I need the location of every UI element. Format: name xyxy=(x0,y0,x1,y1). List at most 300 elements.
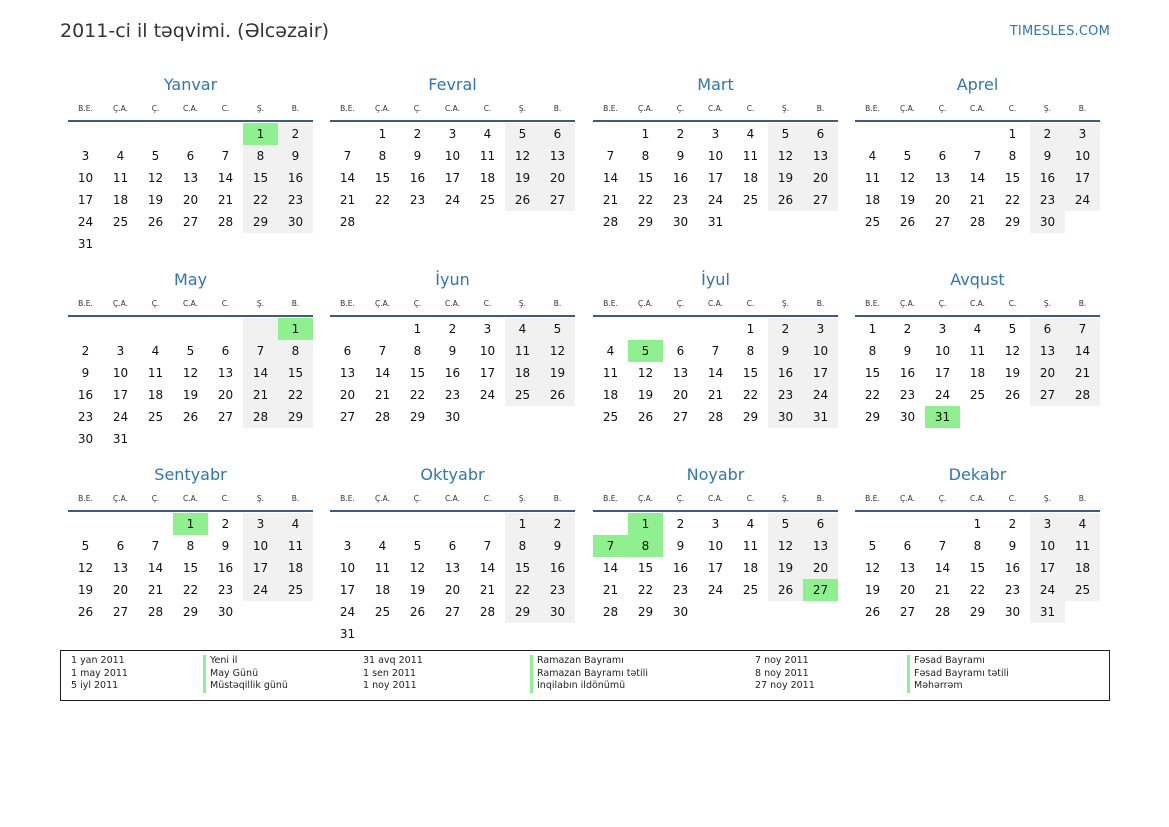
day-cell: 2 xyxy=(221,517,230,531)
empty-day-cell xyxy=(365,318,400,340)
legend-holiday-name: Fəsad Bayramı xyxy=(907,655,985,668)
day-cell: 16 xyxy=(278,167,313,189)
day-cell: 28 xyxy=(217,215,234,229)
weekday-label: Ş. xyxy=(518,494,527,503)
legend-holiday-name: Yeni il xyxy=(203,655,237,668)
day-cell: 8 xyxy=(746,344,755,358)
weekday-label: B. xyxy=(553,494,562,503)
weekday-label: B.E. xyxy=(603,494,618,503)
day-cell: 11 xyxy=(479,149,496,163)
holiday-day-cell: 8 xyxy=(628,535,663,557)
day-cell: 20 xyxy=(899,583,916,597)
day-cell: 28 xyxy=(243,406,278,428)
empty-day-cell xyxy=(593,123,628,145)
day-cell: 30 xyxy=(672,605,689,619)
weekday-label: B. xyxy=(1078,494,1087,503)
day-grid xyxy=(330,122,575,233)
empty-day-cell xyxy=(593,513,628,535)
weekday-label: C.A. xyxy=(969,299,985,308)
day-cell: 23 xyxy=(409,193,426,207)
day-cell: 22 xyxy=(278,384,313,406)
empty-day-cell xyxy=(68,318,103,340)
month-name: Aprel xyxy=(956,75,999,94)
day-cell: 5 xyxy=(540,318,575,340)
day-cell: 13 xyxy=(217,366,234,380)
day-cell: 20 xyxy=(803,167,838,189)
day-grid xyxy=(855,512,1100,623)
month-calendar xyxy=(330,267,575,428)
day-cell: 23 xyxy=(77,410,94,424)
day-cell: 28 xyxy=(969,215,986,229)
day-cell: 16 xyxy=(899,366,916,380)
month-name: Mart xyxy=(697,75,734,94)
day-cell: 29 xyxy=(864,410,881,424)
day-cell: 30 xyxy=(77,432,94,446)
legend-holiday-name: Fəsad Bayramı tətili xyxy=(907,668,1009,681)
day-cell: 18 xyxy=(602,388,619,402)
day-cell: 24 xyxy=(243,579,278,601)
day-cell: 28 xyxy=(147,605,164,619)
day-cell: 22 xyxy=(409,388,426,402)
day-cell: 23 xyxy=(768,384,803,406)
legend-date: 5 iyl 2011 xyxy=(71,680,119,691)
month-calendar xyxy=(855,267,1100,428)
day-cell: 18 xyxy=(479,171,496,185)
day-cell: 1 xyxy=(973,517,982,531)
day-cell: 4 xyxy=(746,517,755,531)
day-cell: 31 xyxy=(1030,601,1065,623)
day-cell: 10 xyxy=(707,149,724,163)
weekday-header xyxy=(330,488,575,510)
day-cell: 23 xyxy=(540,579,575,601)
day-cell: 12 xyxy=(768,535,803,557)
legend-date: 27 noy 2011 xyxy=(755,680,815,691)
day-cell: 3 xyxy=(343,539,352,553)
day-cell: 27 xyxy=(112,605,129,619)
day-cell: 25 xyxy=(602,410,619,424)
weekday-label: Ş. xyxy=(518,299,527,308)
day-cell: 1 xyxy=(746,322,755,336)
day-grid xyxy=(593,317,838,428)
weekday-label: Ç.A. xyxy=(374,494,390,503)
day-cell: 7 xyxy=(243,340,278,362)
day-cell: 6 xyxy=(1030,318,1065,340)
day-cell: 22 xyxy=(182,583,199,597)
day-cell: 4 xyxy=(116,149,125,163)
weekday-label: C. xyxy=(483,299,492,308)
month-name: Dekabr xyxy=(948,465,1007,484)
month-name: Avqust xyxy=(950,270,1005,289)
day-cell: 17 xyxy=(112,388,129,402)
brand-link[interactable]: TIMESLES.COM xyxy=(1009,24,1110,39)
day-cell: 22 xyxy=(742,388,759,402)
day-cell: 3 xyxy=(1065,123,1100,145)
day-grid xyxy=(330,317,575,428)
day-cell: 9 xyxy=(81,366,90,380)
day-cell: 21 xyxy=(147,583,164,597)
day-cell: 2 xyxy=(1008,517,1017,531)
day-cell: 15 xyxy=(637,171,654,185)
day-cell: 4 xyxy=(1065,513,1100,535)
day-cell: 5 xyxy=(186,344,195,358)
day-cell: 9 xyxy=(278,145,313,167)
day-cell: 21 xyxy=(339,193,356,207)
day-cell: 27 xyxy=(339,410,356,424)
day-cell: 15 xyxy=(182,561,199,575)
empty-day-cell xyxy=(103,123,138,145)
day-cell: 25 xyxy=(147,410,164,424)
weekday-label: C. xyxy=(1008,104,1017,113)
day-cell: 24 xyxy=(934,388,951,402)
weekday-label: C.A. xyxy=(182,494,198,503)
weekday-header xyxy=(68,488,313,510)
weekday-header xyxy=(330,293,575,315)
day-cell: 12 xyxy=(77,561,94,575)
weekday-label: Ç.A. xyxy=(374,299,390,308)
day-cell: 18 xyxy=(742,561,759,575)
day-cell: 5 xyxy=(768,123,803,145)
day-cell: 27 xyxy=(182,215,199,229)
empty-day-cell xyxy=(173,318,208,340)
day-cell: 14 xyxy=(147,561,164,575)
day-cell: 5 xyxy=(903,149,912,163)
holiday-day-cell: 1 xyxy=(243,123,278,145)
day-cell: 2 xyxy=(903,322,912,336)
day-cell: 26 xyxy=(1004,388,1021,402)
holiday-day-cell: 1 xyxy=(628,513,663,535)
day-cell: 26 xyxy=(864,605,881,619)
day-cell: 7 xyxy=(1065,318,1100,340)
day-cell: 26 xyxy=(540,384,575,406)
month-calendar xyxy=(593,72,838,233)
weekday-header xyxy=(68,293,313,315)
weekday-label: C. xyxy=(746,299,755,308)
day-cell: 12 xyxy=(505,145,540,167)
day-cell: 10 xyxy=(444,149,461,163)
day-cell: 8 xyxy=(1008,149,1017,163)
day-cell: 15 xyxy=(374,171,391,185)
day-cell: 29 xyxy=(182,605,199,619)
day-grid xyxy=(855,317,1100,428)
weekday-header xyxy=(855,488,1100,510)
day-cell: 7 xyxy=(483,539,492,553)
weekday-label: Ş. xyxy=(256,494,265,503)
day-cell: 24 xyxy=(707,583,724,597)
day-cell: 5 xyxy=(1008,322,1017,336)
empty-day-cell xyxy=(628,318,663,340)
day-cell: 24 xyxy=(707,193,724,207)
weekday-label: Ş. xyxy=(781,299,790,308)
day-cell: 8 xyxy=(868,344,877,358)
day-cell: 4 xyxy=(378,539,387,553)
weekday-label: C.A. xyxy=(444,104,460,113)
day-cell: 22 xyxy=(1004,193,1021,207)
day-cell: 31 xyxy=(112,432,129,446)
day-cell: 14 xyxy=(243,362,278,384)
day-cell: 10 xyxy=(243,535,278,557)
day-cell: 23 xyxy=(444,388,461,402)
holiday-legend xyxy=(60,650,1110,701)
day-cell: 3 xyxy=(938,322,947,336)
day-cell: 20 xyxy=(217,388,234,402)
weekday-label: Ş. xyxy=(256,299,265,308)
day-cell: 7 xyxy=(151,539,160,553)
day-cell: 11 xyxy=(147,366,164,380)
day-cell: 11 xyxy=(112,171,129,185)
weekday-label: Ç. xyxy=(676,299,685,308)
empty-day-cell xyxy=(330,123,365,145)
month-calendar xyxy=(855,462,1100,623)
day-cell: 5 xyxy=(868,539,877,553)
weekday-label: B. xyxy=(291,104,300,113)
day-cell: 26 xyxy=(768,579,803,601)
day-cell: 15 xyxy=(637,561,654,575)
day-cell: 2 xyxy=(676,517,685,531)
day-cell: 9 xyxy=(768,340,803,362)
day-cell: 16 xyxy=(540,557,575,579)
day-cell: 11 xyxy=(864,171,881,185)
day-cell: 9 xyxy=(1008,539,1017,553)
day-cell: 29 xyxy=(278,406,313,428)
day-cell: 5 xyxy=(81,539,90,553)
day-cell: 13 xyxy=(339,366,356,380)
day-cell: 18 xyxy=(1065,557,1100,579)
day-cell: 29 xyxy=(409,410,426,424)
day-cell: 22 xyxy=(969,583,986,597)
day-cell: 18 xyxy=(742,171,759,185)
day-cell: 15 xyxy=(409,366,426,380)
day-cell: 10 xyxy=(1065,145,1100,167)
day-cell: 8 xyxy=(973,539,982,553)
day-cell: 3 xyxy=(483,322,492,336)
empty-day-cell xyxy=(208,318,243,340)
weekday-label: B. xyxy=(291,494,300,503)
weekday-label: Ç.A. xyxy=(112,104,128,113)
day-cell: 1 xyxy=(868,322,877,336)
day-cell: 11 xyxy=(602,366,619,380)
day-cell: 22 xyxy=(505,579,540,601)
day-cell: 9 xyxy=(1030,145,1065,167)
day-cell: 12 xyxy=(147,171,164,185)
weekday-header xyxy=(593,293,838,315)
holiday-day-cell: 31 xyxy=(925,406,960,428)
day-cell: 15 xyxy=(505,557,540,579)
day-cell: 24 xyxy=(1065,189,1100,211)
day-cell: 4 xyxy=(483,127,492,141)
weekday-label: Ç. xyxy=(676,104,685,113)
day-cell: 26 xyxy=(182,410,199,424)
empty-day-cell xyxy=(173,123,208,145)
day-cell: 15 xyxy=(864,366,881,380)
legend-holiday-name: İnqilabın ildönümü xyxy=(530,680,625,693)
day-cell: 18 xyxy=(374,583,391,597)
holiday-day-cell: 27 xyxy=(803,579,838,601)
day-cell: 9 xyxy=(676,539,685,553)
day-cell: 17 xyxy=(479,366,496,380)
day-cell: 23 xyxy=(899,388,916,402)
weekday-label: Ç. xyxy=(151,104,160,113)
weekday-label: C. xyxy=(483,494,492,503)
day-cell: 7 xyxy=(221,149,230,163)
day-cell: 2 xyxy=(540,513,575,535)
legend-holiday-name: Ramazan Bayramı tətili xyxy=(530,668,648,681)
weekday-label: B.E. xyxy=(340,299,355,308)
weekday-label: B.E. xyxy=(78,299,93,308)
day-cell: 12 xyxy=(768,145,803,167)
day-cell: 6 xyxy=(186,149,195,163)
empty-day-cell xyxy=(68,123,103,145)
day-cell: 26 xyxy=(637,410,654,424)
day-cell: 25 xyxy=(374,605,391,619)
day-cell: 19 xyxy=(768,167,803,189)
day-cell: 18 xyxy=(864,193,881,207)
weekday-label: C. xyxy=(221,494,230,503)
day-cell: 14 xyxy=(217,171,234,185)
day-cell: 19 xyxy=(182,388,199,402)
day-cell: 11 xyxy=(505,340,540,362)
weekday-header xyxy=(855,293,1100,315)
weekday-label: Ş. xyxy=(1043,494,1052,503)
day-cell: 25 xyxy=(505,384,540,406)
weekday-label: Ç.A. xyxy=(637,299,653,308)
day-cell: 31 xyxy=(803,406,838,428)
day-cell: 29 xyxy=(505,601,540,623)
day-cell: 6 xyxy=(803,513,838,535)
day-cell: 21 xyxy=(602,193,619,207)
day-cell: 7 xyxy=(711,344,720,358)
day-cell: 3 xyxy=(81,149,90,163)
weekday-label: Ş. xyxy=(781,494,790,503)
day-cell: 15 xyxy=(742,366,759,380)
day-cell: 25 xyxy=(742,583,759,597)
legend-date: 8 noy 2011 xyxy=(755,667,809,679)
day-cell: 30 xyxy=(540,601,575,623)
day-cell: 17 xyxy=(707,171,724,185)
weekday-label: C. xyxy=(1008,494,1017,503)
day-cell: 1 xyxy=(378,127,387,141)
month-name: May xyxy=(173,270,208,289)
day-cell: 20 xyxy=(444,583,461,597)
day-cell: 3 xyxy=(116,344,125,358)
day-cell: 16 xyxy=(672,561,689,575)
day-cell: 1 xyxy=(413,322,422,336)
day-cell: 28 xyxy=(1065,384,1100,406)
weekday-label: C.A. xyxy=(707,104,723,113)
day-cell: 21 xyxy=(479,583,496,597)
day-cell: 5 xyxy=(768,513,803,535)
day-cell: 26 xyxy=(77,605,94,619)
day-cell: 21 xyxy=(243,384,278,406)
day-cell: 25 xyxy=(278,579,313,601)
day-grid xyxy=(330,512,575,645)
day-cell: 7 xyxy=(938,539,947,553)
day-cell: 2 xyxy=(413,127,422,141)
empty-day-cell xyxy=(435,513,470,535)
day-cell: 3 xyxy=(803,318,838,340)
day-cell: 2 xyxy=(81,344,90,358)
day-cell: 24 xyxy=(444,193,461,207)
day-cell: 4 xyxy=(973,322,982,336)
day-cell: 19 xyxy=(637,388,654,402)
empty-day-cell xyxy=(925,513,960,535)
day-cell: 25 xyxy=(864,215,881,229)
weekday-label: B. xyxy=(1078,104,1087,113)
day-cell: 10 xyxy=(1030,535,1065,557)
empty-day-cell xyxy=(593,318,628,340)
weekday-label: Ç.A. xyxy=(637,104,653,113)
day-cell: 15 xyxy=(243,167,278,189)
day-cell: 27 xyxy=(672,410,689,424)
day-grid xyxy=(68,317,313,450)
day-cell: 6 xyxy=(803,123,838,145)
day-cell: 16 xyxy=(217,561,234,575)
empty-day-cell xyxy=(243,318,278,340)
day-cell: 11 xyxy=(742,539,759,553)
day-cell: 25 xyxy=(742,193,759,207)
day-cell: 2 xyxy=(448,322,457,336)
day-grid xyxy=(68,512,313,623)
day-cell: 10 xyxy=(77,171,94,185)
month-name: Fevral xyxy=(428,75,477,94)
day-cell: 14 xyxy=(1065,340,1100,362)
day-cell: 19 xyxy=(768,557,803,579)
day-cell: 23 xyxy=(217,583,234,597)
day-cell: 6 xyxy=(116,539,125,553)
day-cell: 20 xyxy=(803,557,838,579)
empty-day-cell xyxy=(855,513,890,535)
day-cell: 13 xyxy=(672,366,689,380)
day-cell: 6 xyxy=(540,123,575,145)
month-name: Oktyabr xyxy=(420,465,485,484)
empty-day-cell xyxy=(330,318,365,340)
day-cell: 31 xyxy=(339,627,356,641)
day-cell: 28 xyxy=(339,215,356,229)
day-cell: 18 xyxy=(969,366,986,380)
day-cell: 26 xyxy=(409,605,426,619)
weekday-label: B.E. xyxy=(340,104,355,113)
day-cell: 22 xyxy=(637,583,654,597)
day-cell: 19 xyxy=(1004,366,1021,380)
day-cell: 17 xyxy=(934,366,951,380)
empty-day-cell xyxy=(68,513,103,535)
day-cell: 27 xyxy=(803,189,838,211)
month-name: İyul xyxy=(701,270,730,289)
weekday-label: B. xyxy=(816,494,825,503)
month-calendar xyxy=(593,462,838,623)
day-cell: 25 xyxy=(1065,579,1100,601)
day-cell: 21 xyxy=(217,193,234,207)
day-cell: 1 xyxy=(1008,127,1017,141)
day-cell: 19 xyxy=(540,362,575,384)
day-cell: 18 xyxy=(505,362,540,384)
day-cell: 2 xyxy=(278,123,313,145)
day-cell: 23 xyxy=(672,193,689,207)
day-cell: 13 xyxy=(803,145,838,167)
day-cell: 10 xyxy=(112,366,129,380)
day-cell: 14 xyxy=(339,171,356,185)
day-cell: 22 xyxy=(374,193,391,207)
day-cell: 24 xyxy=(803,384,838,406)
empty-day-cell xyxy=(663,318,698,340)
day-cell: 19 xyxy=(899,193,916,207)
day-cell: 28 xyxy=(707,410,724,424)
day-cell: 24 xyxy=(339,605,356,619)
day-cell: 14 xyxy=(969,171,986,185)
empty-day-cell xyxy=(470,513,505,535)
empty-day-cell xyxy=(890,513,925,535)
weekday-label: C.A. xyxy=(444,299,460,308)
day-cell: 14 xyxy=(479,561,496,575)
